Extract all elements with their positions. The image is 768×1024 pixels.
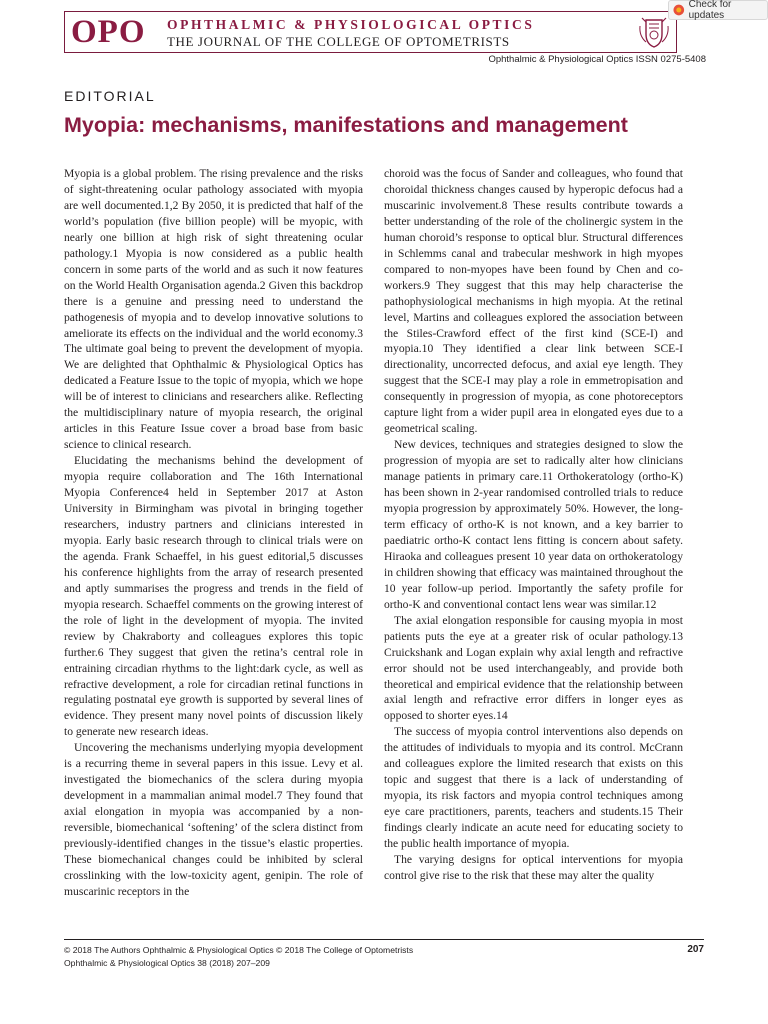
check-for-updates-label: Check for updates — [688, 0, 732, 21]
paragraph: New devices, techniques and strategies designed to slow the progression of myopia are set to radically alter how clinicians manage patients in primary care.11 Orthokeratology (ortho-K) has been shown in 2-year randomised controlled trials to reduce myopia progression by approximately 50%. However, the long-term efficacy of ortho-K is not known, and a key barrier to paediatric ortho-K contact lens fitting is concern about safety. Hiraoka and colleagues present 10 year data on orthokeratology in children showing that efficacy was maintained throughout the 10 year follow-up period. Importantly the safety profile for ortho-K and conventional contact lens wear was similar.12 — [384, 438, 683, 611]
page-number: 207 — [687, 944, 704, 955]
college-crest-icon — [636, 14, 672, 50]
paragraph: The success of myopia control interventions also depends on the attitudes of individuals to myopia and its control. McCrann and colleagues explore the limited research that exists on this topic and suggest that there is a lack of understanding of myopia, its risk factors and myopia control techniques among eye care practitioners, parents, teachers and students.15 Their findings clearly indicate an acute need for educating society to the public health importance of myopia. — [384, 725, 683, 851]
article-title: Myopia: mechanisms, manifestations and management — [64, 113, 628, 137]
paragraph: The axial elongation responsible for causing myopia in most patients puts the eye at a greater risk of ocular pathology.13 Cruickshank and Logan explain why axial length and refractive error should not be used interchangeably, and provide both theoretical and empirical evidence that the relationship between axial length and refractive error differs in longer eyes as opposed to shorter eyes.14 — [384, 613, 683, 723]
paragraph: Elucidating the mechanisms behind the development of myopia require collaboration and The 16th International Myopia Conference4 held in September 2017 at Aston University in Birmingham was pivotal in bringing together researchers, industry partners and clinicians interested in myopia. Early basic research through to clinical trials were on the agenda. Frank Schaeffel, in his guest editorial,5 discusses his conference highlights from the array of research presented and aptly summarises the progress and trends in the field of myopia research. Schaeffel comments on the growing interest of the role of light in the development of myopia. The invited review by Chakraborty and colleagues explores this topic further.6 They suggest that given the retina’s central role in entraining circadian rhythms to the light:dark cycle, as well as refractive development, a role for circadian retinal functions in regulating postnatal eye growth is supported by several lines of evidence. They present many novel points of discussion likely to generate new research ideas. — [64, 454, 363, 739]
left-column — [64, 166, 363, 900]
footer-copyright: © 2018 The Authors Ophthalmic & Physiological Optics © 2018 The College of Optometrists — [64, 945, 414, 955]
journal-logo: OPO — [71, 14, 146, 50]
paragraph: The varying designs for optical interventions for myopia control give rise to the risk that these may alter the quality — [384, 852, 683, 882]
footer-info — [64, 944, 524, 969]
paragraph: Myopia is a global problem. The rising prevalence and the risks of sight-threatening ocular pathology associated with myopia are well documented.1,2 By 2050, it is predicted that half of the world’s population (five billion people) will be myopic, with nearly one billion at high risk of sight threatening ocular pathology.1 Myopia is now considered as a public health concern in some parts of the world and as such it now features on the World Health Organisation agenda.2 Given this backdrop there is a genuine and pressing need to understand the pathogenesis of myopia and to develop innovative solutions to ameliorate its effects on the individual and the world economy.3 The ultimate goal being to prevent the development of myopia. We are delighted that Ophthalmic & Physiological Optics has dedicated a Feature Issue to the topic of myopia, which we hope will be of interest to clinicians and researchers alike. Reflecting the multidisciplinary nature of myopia research, the original articles in this Feature Issue cover a broad base from basic science to clinical research. — [64, 167, 363, 452]
footer-citation: Ophthalmic & Physiological Optics 38 (2018) 207–209 — [64, 957, 270, 968]
right-column — [384, 166, 683, 884]
paragraph: Uncovering the mechanisms underlying myopia development is a recurring theme in several papers in this issue. Levy et al. investigated the biomechanics of the sclera during myopia development in a mammalian animal model.7 They found that axial elongation in myopia was accompanied by a non-reversible, biomechanical ‘softening’ of the sclera distinct from previously-identified changes in the tissue’s elastic properties. These biomechanical changes could be inhibited by scleral crosslinking with the low-toxicity agent, genipin. The role of muscarinic receptors in the — [64, 741, 363, 898]
journal-title: OPHTHALMIC & PHYSIOLOGICAL OPTICS — [167, 17, 535, 32]
paragraph: choroid was the focus of Sander and colleagues, who found that choroidal thickness changes caused by hyperopic defocus had a muscarinic involvement.8 These results contribute towards a better understanding of the role of the cholinergic system in the human choroid’s response to optical blur. Structural differences in Schlemms canal and trabecular meshwork in high myopes compared to non-myopes have been found by Chen and co-workers.9 They suggest that this may help characterise the pathophysiological mechanisms in high myopia. At the retinal level, Martins and colleagues explored the association between the Stiles-Crawford effect of the first kind (SCE-I) and myopia.10 They identified a clear link between SCE-I directionality, uncorrected defocus, and axial eye length. They suggest that the SCE-I may play a role in emmetropisation and consequently in progression of myopia, as cone photoreceptors capture light from a wider pupil area in elongated eyes due to a geometrical scaling. — [384, 167, 683, 436]
journal-subtitle: THE JOURNAL OF THE COLLEGE OF OPTOMETRISTS — [167, 34, 510, 49]
footer-divider — [64, 939, 704, 940]
journal-masthead — [64, 11, 677, 53]
check-for-updates-icon — [673, 4, 685, 16]
check-for-updates-button[interactable] — [668, 0, 768, 20]
journal-issn: Ophthalmic & Physiological Optics ISSN 0275-5408 — [488, 54, 706, 65]
section-label: EDITORIAL — [64, 88, 156, 104]
